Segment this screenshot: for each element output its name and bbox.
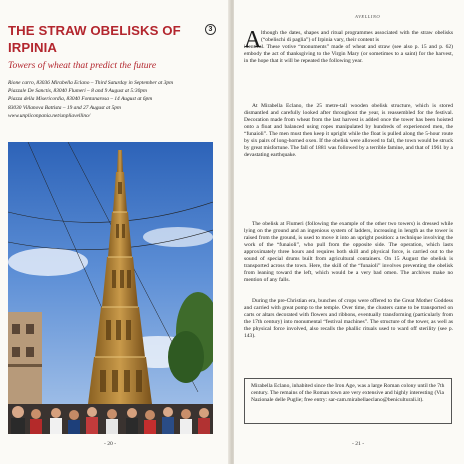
paragraph-intro-start: lthough the dates, shapes and ritual programmes associated with the straw obelisks (“obelischi di paglia”) of Irpinia vary, their content is — [261, 30, 453, 44]
page-number: - 20 - — [104, 441, 117, 447]
paragraph-history: During the pre-Christian era, bunches of crops were offered to the Great Mother Goddess and carried with great pomp to the temple. Over time, the clusters came to be transported on carts or altars decorated with flowers and ribbons, eventually transforming (particularly from the 17th century) into monumental “festival machines”. The structure of the tower, as well as the physical force involved, also recalls the phallic rituals used to ward off sterility (see p. 143). — [244, 298, 453, 340]
page-subtitle: Towers of wheat that predict the future — [8, 60, 157, 71]
location-info — [8, 79, 224, 120]
straw-obelisk-photo — [8, 142, 213, 434]
info-box: Mirabella Eclano, inhabited since the Iron Age, was a large Roman colony until the 7th century. The remains of the Roman town are very extensive and highly interesting (Via Nazionale delle Puglie; free entry: sar-cam.mirabellaeclano@beniculturali.it). — [244, 378, 452, 424]
paragraph-intro: identical. These votive “monuments” made of wheat and straw (see also p. 15 and p. 62) embody the act of thanksgiving to the Virgin Mary (or sometimes to a saint) for the harvest, in the hope that it will be repeated the following year. — [244, 44, 453, 65]
info-line: 83030 Villanova Battista – 19 and 27 August at 5pm — [8, 104, 121, 111]
page-title — [8, 22, 200, 56]
info-website: www.unpliconpania.net/unpliavellino/ — [8, 112, 91, 119]
page-number: - 21 - — [352, 441, 365, 447]
entry-number-badge: 3 — [205, 24, 216, 35]
running-head: AVELLINO — [355, 14, 381, 19]
title-line-2: IRPINIA — [8, 40, 58, 55]
drop-cap: A — [244, 27, 262, 53]
paragraph-mirabella: At Mirabella Eclano, the 25 metre-tall wooden obelisk structure, which is stored dismantled and carefully looked after throughout the year, is reassembled for the festival. Decoration made from wheat from the last harvest is added once the tower has been hoisted onto a float and balanced using ropes manipulated by hundreds of experienced men, the “funaioli”. The men must then keep it upright while the float is pulled along the 5-hour route by six pairs of long-horned oxen. If the obelisk were allowed to fall, the town would be struck by great misfortune. The fall of 1881 was followed by a terrible famine, and that of 1961 by a devastating earthquake. — [244, 103, 453, 159]
info-line: Piazzale De Sanctis, 83040 Flumeri – 8 and 9 August at 5:30pm — [8, 88, 147, 95]
paragraph-flumeri: The obelisk at Flumeri (following the example of the other two towers) is dressed while lying on the ground and an ingenious system of ladders, increasing in length as the tower is raised from the ground, is used to move it into an upright position: a technique involving the work of the “funaioli”, who pull from the opposite side. The operation, which lasts approximately three hours and requires both skill and physical force, is carried out to the sound of special drums built from agricultural containers. On 15 August the obelisk is transported across the town. Here, the skill of the “funaioli” involves preventing the obelisk from leaning toward the left, which would be a very bad omen. The archives make no mention of any falls. — [244, 221, 453, 284]
info-line: Piazza della Misericordia, 83040 Fontanarosa – 14 August at 6pm — [8, 96, 153, 103]
title-line-1: THE STRAW OBELISKS OF — [8, 23, 181, 38]
right-page — [234, 0, 464, 464]
info-line: Rione carro, 83036 Mirabella Eclano – Third Saturday in September at 3pm — [8, 80, 173, 86]
left-page — [0, 0, 230, 464]
